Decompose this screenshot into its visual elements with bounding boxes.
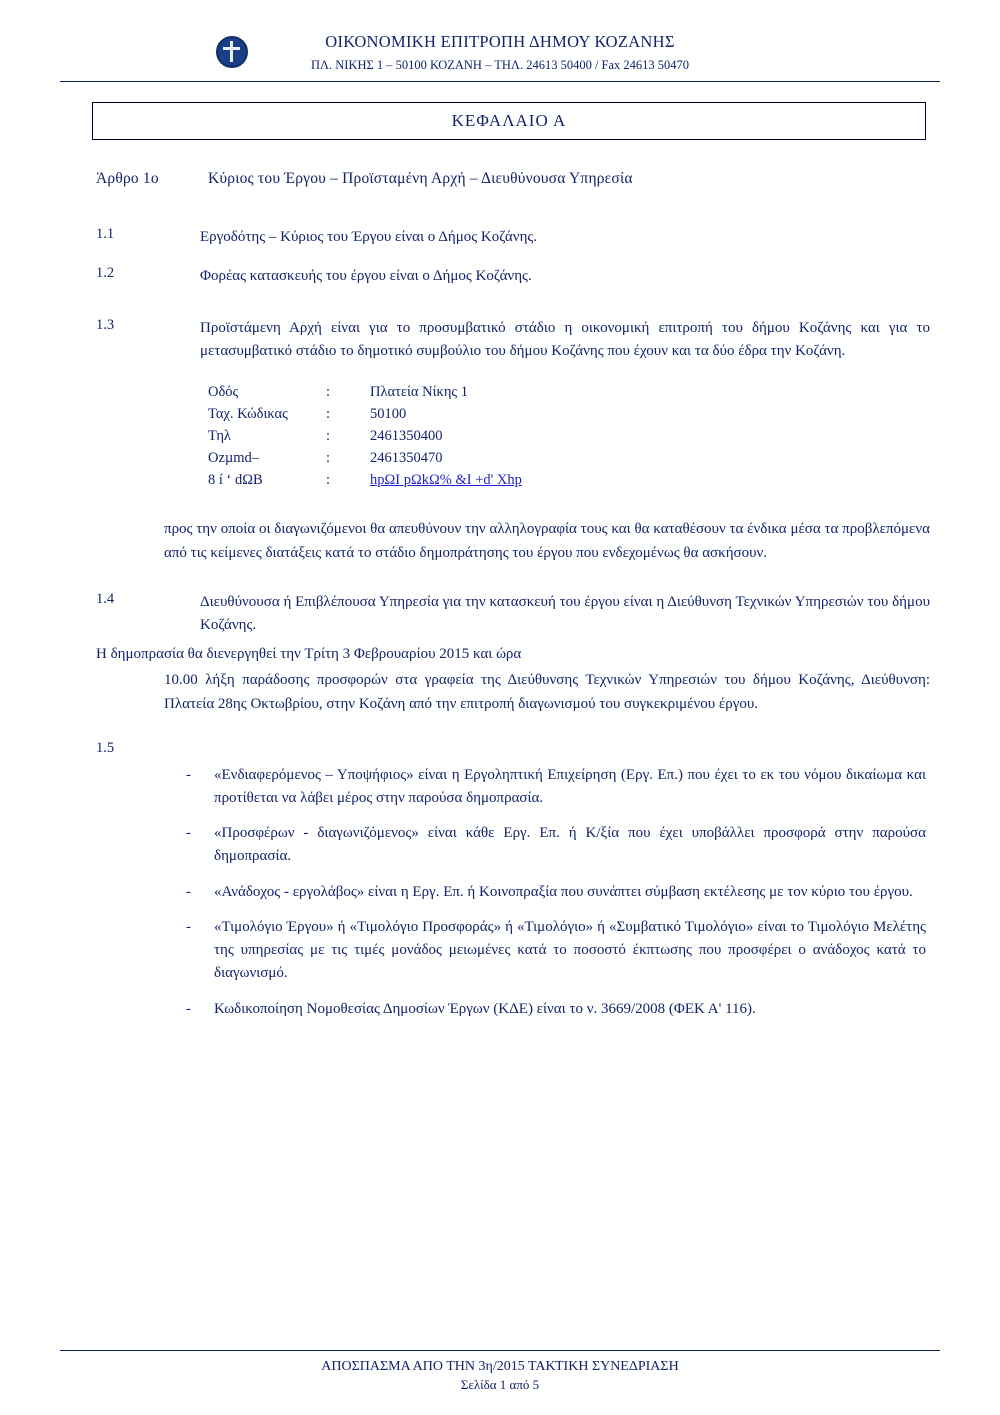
- header-divider: [60, 81, 940, 82]
- clause-1-4-marker: 1.4: [96, 591, 115, 608]
- header-contact: ΠΛ. ΝΙΚΗΣ 1 – 50100 ΚΟΖΑΝΗ – ΤΗΛ. 24613 50400 / Fax 24613 50470: [310, 58, 690, 72]
- address-separator: :: [326, 406, 331, 423]
- list-item: [178, 822, 940, 869]
- clause-1-3-text: Προϊστάμενη Αρχή είναι για το προσυμβατικό στάδιο η οικονομική επιτροπή του δήμου Κοζάνης και για το μετασυμβατικό στάδιο το δημοτικό συμβούλιο του δήμου Κοζάνης που έχουν και τα δύο έδρα την Κοζάνη.: [200, 319, 930, 359]
- address-key: Τηλ: [208, 428, 231, 445]
- auction-date-line: Η δημοπρασία θα διενεργηθεί την Τρίτη 3 Φεβρουαρίου 2015 και ώρα: [96, 645, 522, 662]
- article-title: Κύριος του Έργου – Προϊσταμένη Αρχή – Διευθύνουσα Υπηρεσία: [208, 170, 633, 187]
- chapter-title-box: ΚΕΦΑΛΑΙΟ Α: [92, 102, 926, 140]
- address-separator: :: [326, 428, 331, 445]
- clause-1-5-marker: 1.5: [96, 739, 115, 756]
- list-item-text: «Τιμολόγιο Έργου» ή «Τιμολόγιο Προσφοράς» ή «Τιμολόγιο» ή «Συμβατικό Τιμολόγιο» είναι το Τιμολόγιο Μελέτης της υπηρεσίας με τις τιμές μονάδος μειωμένες κατά το ποσοστό έκπτωσης που προσφέρει ο ανάδοχος κατά το διαγωνισμό.: [214, 918, 926, 982]
- address-row: [208, 425, 940, 447]
- document-header: [60, 32, 940, 88]
- list-item: [178, 764, 940, 811]
- clause-1-3-marker: 1.3: [96, 316, 115, 333]
- address-key: Ταχ. Κώδικας: [208, 406, 288, 423]
- footer-divider: [60, 1350, 940, 1351]
- clause-1-2-marker: 1.2: [96, 265, 115, 282]
- address-block: [208, 381, 940, 491]
- address-key: 8 í ‘ dΩB: [208, 472, 263, 489]
- header-organization: ΟΙΚΟΝΟΜΙΚΗ ΕΠΙΤΡΟΠΗ ΔΗΜΟΥ ΚΟΖΑΝΗΣ: [325, 32, 675, 51]
- address-row: [208, 381, 940, 403]
- clause-1-2: [96, 265, 940, 288]
- address-key: Ozµmd–: [208, 450, 260, 467]
- footer-page-number: Σελίδα 1 από 5: [460, 1377, 540, 1392]
- list-item-text: «Προσφέρων - διαγωνιζόμενος» είναι κάθε Εργ. Επ. ή Κ/ξία που έχει υποβάλλει προσφορά στην παρούσα δημοπρασία.: [214, 825, 926, 865]
- list-item: [178, 916, 940, 986]
- email-link[interactable]: hpΩI pΩkΩ% &I +d' Xhp: [370, 472, 522, 489]
- address-key: Οδός: [208, 384, 239, 400]
- address-value: Πλατεία Νίκης 1: [370, 384, 469, 400]
- dash-bullet-icon: -: [186, 766, 191, 783]
- document-footer: [60, 1350, 940, 1393]
- address-value: 50100: [370, 406, 407, 423]
- address-value: 2461350470: [370, 450, 443, 467]
- clause-1-1: [96, 226, 940, 249]
- dash-bullet-icon: -: [186, 825, 191, 842]
- clause-1-2-text: Φορέας κατασκευής του έργου είναι ο Δήμος Κοζάνης.: [200, 268, 532, 285]
- list-item-text: «Ανάδοχος - εργολάβος» είναι η Εργ. Επ. ή Κοινοπραξία που συνάπτει σύμβαση εκτέλεσης με τον κύριο του έργου.: [214, 883, 913, 900]
- paragraph-after-address: προς την οποία οι διαγωνιζόμενοι θα απευθύνουν την αλληλογραφία τους και θα καταθέσουν τα ένδικα μέσα τα προβλεπόμενα από τις κείμενες διατάξεις κατά το στάδιο δημοπράτησης του έργου που ενδεχομένως θα ασκήσουν.: [164, 521, 930, 562]
- list-item-text: Κωδικοποίηση Νομοθεσίας Δημοσίων Έργων (ΚΔΕ) είναι το ν. 3669/2008 (ΦΕΚ Α' 116).: [214, 1000, 756, 1017]
- dash-bullet-icon: -: [186, 883, 191, 900]
- address-separator: :: [326, 450, 331, 467]
- address-separator: :: [326, 472, 331, 489]
- address-row: [208, 447, 940, 469]
- footer-session-info: ΑΠΟΣΠΑΣΜΑ ΑΠΟ ΤΗΝ 3η/2015 ΤΑΚΤΙΚΗ ΣΥΝΕΔΡΙΑΣΗ: [321, 1359, 679, 1374]
- dash-bullet-icon: -: [186, 1000, 191, 1017]
- address-row: [208, 403, 940, 425]
- clause-1-4-text: Διευθύνουσα ή Επιβλέπουσα Υπηρεσία για την κατασκευή του έργου είναι η Διεύθυνση Τεχνικών Υπηρεσιών του δήμου Κοζάνης.: [200, 594, 930, 634]
- article-heading: [96, 170, 940, 188]
- municipal-seal-icon: [215, 34, 249, 68]
- clause-1-5: [96, 740, 940, 760]
- list-item: [178, 998, 940, 1021]
- list-item-text: «Ενδιαφερόμενος – Υποψήφιος» είναι η Εργοληπτική Επιχείρηση (Εργ. Επ.) που έχει το εκ του νόμου δικαίωμα και προτίθεται να λάβει μέρος στην παρούσα δημοπρασία.: [214, 766, 926, 806]
- dash-bullet-icon: -: [186, 918, 191, 935]
- definitions-list: [178, 764, 940, 1021]
- article-number: Άρθρο 1ο: [96, 170, 159, 187]
- clause-1-1-marker: 1.1: [96, 226, 115, 242]
- auction-details-text: 10.00 λήξη παράδοσης προσφορών στα γραφεία της Διεύθυνσης Τεχνικών Υπηρεσιών του δήμου Κοζάνης, Διεύθυνση: Πλατεία 28ης Οκτωβρίου, στην Κοζάνη από την επιτροπή διαγωνισμού του συγκεκριμένου έργου.: [164, 671, 930, 712]
- clause-1-4: [96, 591, 940, 638]
- list-item: [178, 881, 940, 904]
- address-value: 2461350400: [370, 428, 443, 445]
- address-separator: :: [326, 384, 331, 400]
- clause-1-3: [96, 317, 940, 364]
- address-row: [208, 469, 940, 491]
- clause-1-1-text: Εργοδότης – Κύριος του Έργου είναι ο Δήμος Κοζάνης.: [200, 229, 538, 245]
